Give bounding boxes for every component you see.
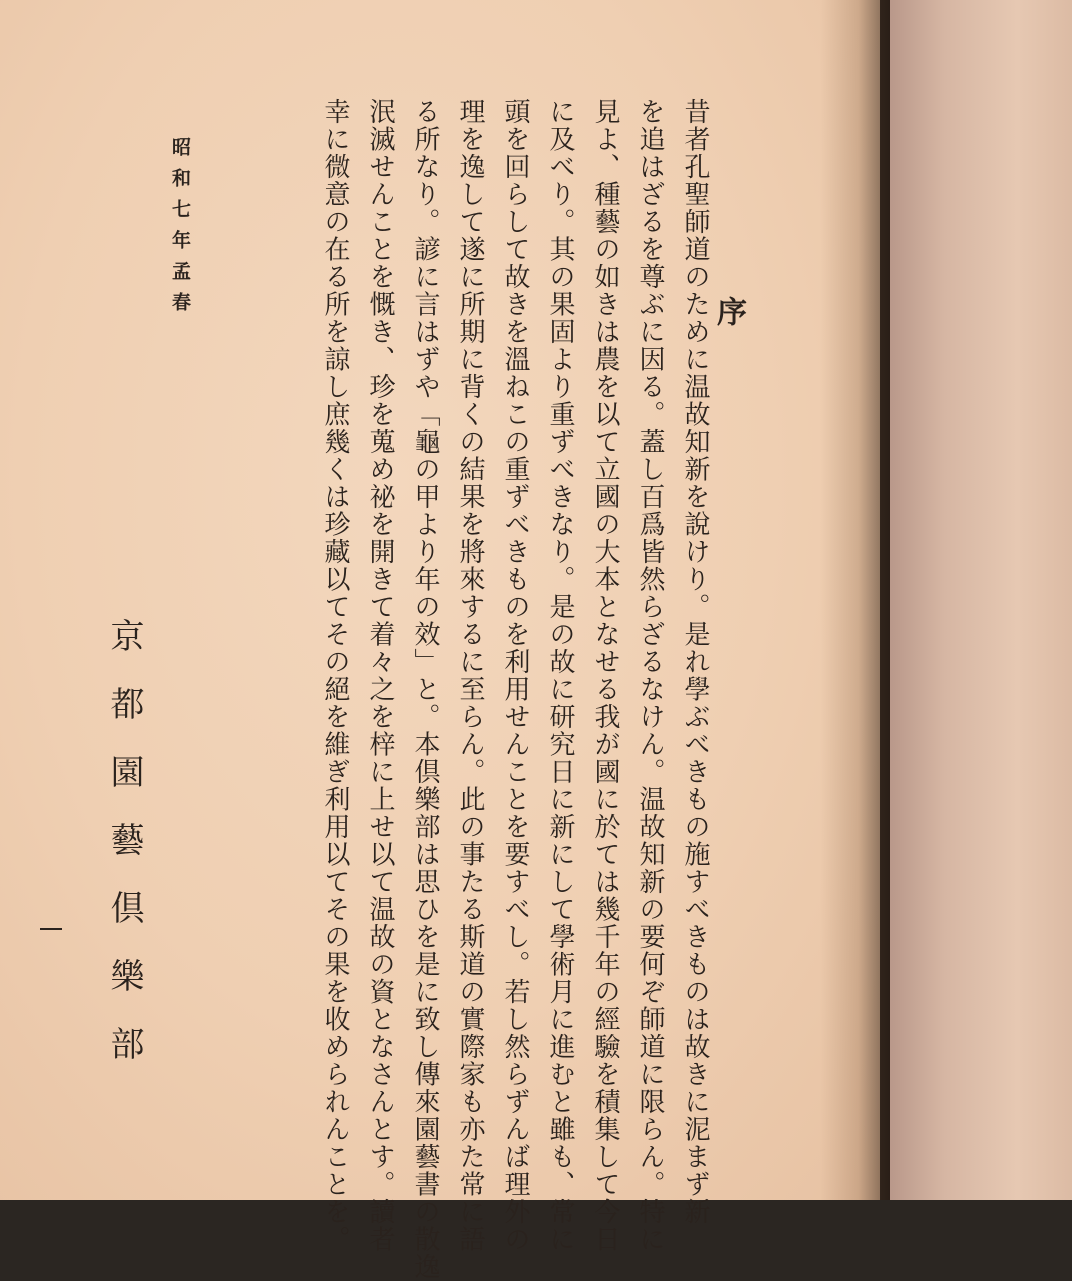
organization-signature: 京都園藝倶樂部 (104, 618, 144, 1094)
preface-heading: 序 (711, 296, 746, 326)
body-line: を追はざるを尊ぶに因る。蓋し百爲皆然らざるなけん。温故知新の要何ぞ師道に限らん。特に (635, 98, 665, 1253)
body-line: に及べり。其の果固より重ずべきなり。是の故に研究日に新にして學術月に進むと雖も、常に (545, 98, 575, 1253)
body-line: 理を逸して遂に所期に背くの結果を將來するに至らん。此の事たる斯道の實際家も亦た常に語 (455, 98, 485, 1253)
body-line: 見よ、種藝の如きは農を以て立國の大本となせる我が國に於ては幾千年の經驗を積集して今日 (590, 98, 620, 1253)
page-number (40, 928, 62, 930)
date-line: 昭和七年孟春 (169, 137, 191, 323)
body-line: 頭を回らして故きを溫ねこの重ずべきものを利用せんことを要すべし。若し然らずんば理外の (500, 98, 530, 1253)
body-line: る所なり。諺に言はずや「龜の甲より年の效」と。本倶樂部は思ひを是に致し傳來園藝書の散逸 (410, 98, 440, 1281)
body-line: 泯滅せんことを慨き、珍を蒐め祕を開きて着々之を梓に上せ以て温故の資となさんとす。讀者 (365, 98, 395, 1253)
facing-page (890, 0, 1072, 1200)
body-line: 幸に微意の在る所を諒し庶幾くは珍藏以てその絕を維ぎ利用以てその果を收められんことを。 (320, 98, 350, 1253)
book-gutter (820, 0, 890, 1200)
body-line: 昔者孔聖師道のために温故知新を說けり。是れ學ぶべきもの施すべきものは故きに泥まず新 (680, 98, 710, 1226)
